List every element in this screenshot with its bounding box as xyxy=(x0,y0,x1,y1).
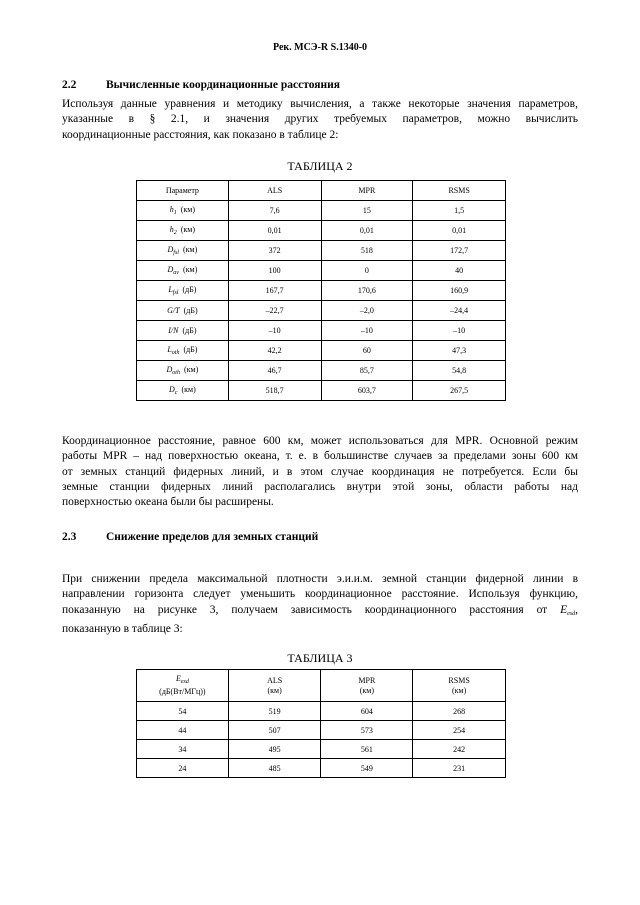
section-2-3-heading xyxy=(62,531,318,543)
value-cell: –24,4 xyxy=(413,301,506,321)
param-subscript: fsl xyxy=(173,250,179,256)
header-unit: (дБ(Вт/МГц)) xyxy=(159,687,206,696)
param-cell xyxy=(137,381,229,401)
para-line: от земных станций фидерных линий, и в этом случае координация не потребуется. Если бы xyxy=(62,465,578,478)
value-cell: 242 xyxy=(413,740,506,759)
value-cell: –10 xyxy=(413,321,506,341)
value-cell: 519 xyxy=(228,702,321,721)
para-line: указанные в § 2.1, и значения других требуемых параметров, можно вычислить xyxy=(62,113,578,126)
value-cell: 100 xyxy=(228,261,321,281)
section-2-2-paragraph xyxy=(62,97,578,143)
value-cell: 507 xyxy=(228,721,321,740)
param-unit: (дБ) xyxy=(183,306,198,315)
value-cell: 42,2 xyxy=(228,341,321,361)
header-cell-esd xyxy=(137,670,229,702)
value-cell: 34 xyxy=(137,740,229,759)
param-symbol: G/T xyxy=(167,306,180,315)
value-cell: 47,3 xyxy=(413,341,506,361)
section-2-3-paragraph xyxy=(62,572,578,637)
para-line: поверхностью океана были бы расширены. xyxy=(62,496,274,509)
para-line: показанную в таблице 3: xyxy=(62,622,183,635)
header-unit: (км) xyxy=(267,685,282,695)
para-line: Координационное расстояние, равное 600 км, может использоваться для MPR. Основной режим xyxy=(62,435,578,447)
param-subscript: oth xyxy=(172,370,180,376)
section-number: 2.3 xyxy=(62,531,77,543)
param-cell xyxy=(137,201,229,221)
table-header-row xyxy=(137,670,506,702)
param-symbol: L xyxy=(167,345,172,354)
param-unit: (км) xyxy=(182,245,198,254)
param-unit: (км) xyxy=(182,265,198,274)
value-cell: 604 xyxy=(321,702,413,721)
header-unit: (км) xyxy=(359,685,374,695)
value-cell: 268 xyxy=(413,702,506,721)
param-unit: (км) xyxy=(180,225,196,234)
esd-symbol-sub: esd xyxy=(567,610,576,617)
header-cell: MPR xyxy=(321,181,413,201)
header-label: MPR xyxy=(358,675,376,685)
para-line: работы MPR – над поверхностью океана, т. е. в большинстве случаев за пределами зоны 600 км xyxy=(62,450,578,463)
section-title: Вычисленные координационные расстояния xyxy=(106,79,340,91)
param-subscript: 1 xyxy=(173,210,177,216)
param-subscript: fsl xyxy=(172,290,179,296)
value-cell: 518 xyxy=(321,241,413,261)
param-unit: (км) xyxy=(180,205,196,214)
table2 xyxy=(136,180,506,401)
table3-caption: ТАБЛИЦА 3 xyxy=(287,651,353,665)
value-cell: 561 xyxy=(321,740,413,759)
param-cell xyxy=(137,241,229,261)
param-symbol: h xyxy=(169,205,174,214)
param-cell xyxy=(137,221,229,241)
value-cell: 160,9 xyxy=(413,281,506,301)
value-cell: 60 xyxy=(321,341,413,361)
value-cell: 549 xyxy=(321,759,413,778)
param-unit: (дБ) xyxy=(183,345,198,354)
value-cell: 46,7 xyxy=(228,361,321,381)
table-row xyxy=(137,241,506,261)
value-cell: 0,01 xyxy=(413,221,506,241)
param-subscript: av xyxy=(173,270,179,276)
param-symbol: h xyxy=(169,225,174,234)
table-row xyxy=(137,281,506,301)
para-line: Используя данные уравнения и методику вычисления, а также некоторые значения параметров, xyxy=(62,98,578,110)
value-cell: –2,0 xyxy=(321,301,413,321)
param-subscript: oth xyxy=(171,350,180,356)
table-row xyxy=(137,721,506,740)
param-unit: (км) xyxy=(181,385,196,394)
param-unit: (дБ) xyxy=(182,326,197,335)
section-number: 2.2 xyxy=(62,79,77,91)
table3-body xyxy=(137,702,506,778)
para-line: направлении горизонта следует уменьшить координационное расстояние. Используя функцию, xyxy=(62,588,578,601)
value-cell: 85,7 xyxy=(321,361,413,381)
esd-symbol-letter: E xyxy=(175,674,181,683)
para-line xyxy=(62,603,578,622)
value-cell: –10 xyxy=(228,321,321,341)
paragraph-after-table2 xyxy=(62,434,578,510)
table-row xyxy=(137,361,506,381)
param-cell xyxy=(137,321,229,341)
param-cell xyxy=(137,341,229,361)
value-cell: 44 xyxy=(137,721,229,740)
param-unit: (дБ) xyxy=(182,285,197,294)
header-label: ALS xyxy=(267,675,283,685)
esd-symbol-letter: E xyxy=(560,603,568,616)
value-cell: –10 xyxy=(321,321,413,341)
value-cell: 40 xyxy=(413,261,506,281)
section-title: Снижение пределов для земных станций xyxy=(106,531,319,543)
param-symbol: D xyxy=(167,245,174,254)
table-row xyxy=(137,301,506,321)
table-row xyxy=(137,341,506,361)
table-row xyxy=(137,321,506,341)
param-symbol: L xyxy=(168,285,173,294)
table3 xyxy=(136,669,506,778)
header-cell: RSMS xyxy=(413,181,506,201)
header-cell-rsms xyxy=(413,670,506,702)
param-unit: (км) xyxy=(183,365,199,374)
value-cell: 495 xyxy=(228,740,321,759)
param-subscript: 2 xyxy=(173,230,177,236)
esd-symbol xyxy=(560,604,578,616)
param-symbol: I/N xyxy=(168,326,179,335)
value-cell: 0,01 xyxy=(321,221,413,241)
header-cell: ALS xyxy=(228,181,321,201)
table-row xyxy=(137,381,506,401)
value-cell: 54 xyxy=(137,702,229,721)
value-cell: 518,7 xyxy=(228,381,321,401)
param-cell xyxy=(137,281,229,301)
value-cell: 0,01 xyxy=(228,221,321,241)
param-subscript: c xyxy=(174,390,178,396)
param-symbol: D xyxy=(166,365,173,374)
value-cell: 7,6 xyxy=(228,201,321,221)
value-cell: 603,7 xyxy=(321,381,413,401)
value-cell: 0 xyxy=(321,261,413,281)
value-cell: 24 xyxy=(137,759,229,778)
para-line-text: показанную на рисунке 3, получаем зависимость координационного расстояния от xyxy=(62,603,548,616)
esd-symbol-sub: esd xyxy=(180,679,189,685)
param-symbol: D xyxy=(167,265,174,274)
param-cell xyxy=(137,301,229,321)
value-cell: 485 xyxy=(228,759,321,778)
header-cell-als xyxy=(228,670,321,702)
table-row xyxy=(137,740,506,759)
para-line: земные станции фидерных линий располагались внутри этой зоны, области работы над xyxy=(62,480,578,493)
header-cell-mpr xyxy=(321,670,413,702)
table-row xyxy=(137,759,506,778)
para-line: При снижении предела максимальной плотности э.и.и.м. земной станции фидерной линии в xyxy=(62,573,578,585)
value-cell: 172,7 xyxy=(413,241,506,261)
value-cell: 1,5 xyxy=(413,201,506,221)
header-label: RSMS xyxy=(448,675,470,685)
esd-suffix: , xyxy=(575,603,578,616)
section-2-2-heading xyxy=(62,79,340,91)
header-unit: (км) xyxy=(451,685,467,695)
value-cell: 231 xyxy=(413,759,506,778)
param-cell xyxy=(137,261,229,281)
value-cell: 167,7 xyxy=(228,281,321,301)
value-cell: 170,6 xyxy=(321,281,413,301)
table-row xyxy=(137,201,506,221)
table2-caption: ТАБЛИЦА 2 xyxy=(287,159,353,173)
table-header-row xyxy=(137,181,506,201)
value-cell: 372 xyxy=(228,241,321,261)
value-cell: 15 xyxy=(321,201,413,221)
page-header: Рек. МСЭ-R S.1340-0 xyxy=(272,42,368,53)
table-row xyxy=(137,702,506,721)
para-line: координационные расстояния, как показано в таблице 2: xyxy=(62,128,339,141)
table2-body xyxy=(137,201,506,401)
value-cell: 573 xyxy=(321,721,413,740)
table-row xyxy=(137,261,506,281)
value-cell: –22,7 xyxy=(228,301,321,321)
value-cell: 54,8 xyxy=(413,361,506,381)
value-cell: 254 xyxy=(413,721,506,740)
table-row xyxy=(137,221,506,241)
value-cell: 267,5 xyxy=(413,381,506,401)
param-symbol: D xyxy=(169,385,175,394)
param-cell xyxy=(137,361,229,381)
header-cell: Параметр xyxy=(137,181,229,201)
